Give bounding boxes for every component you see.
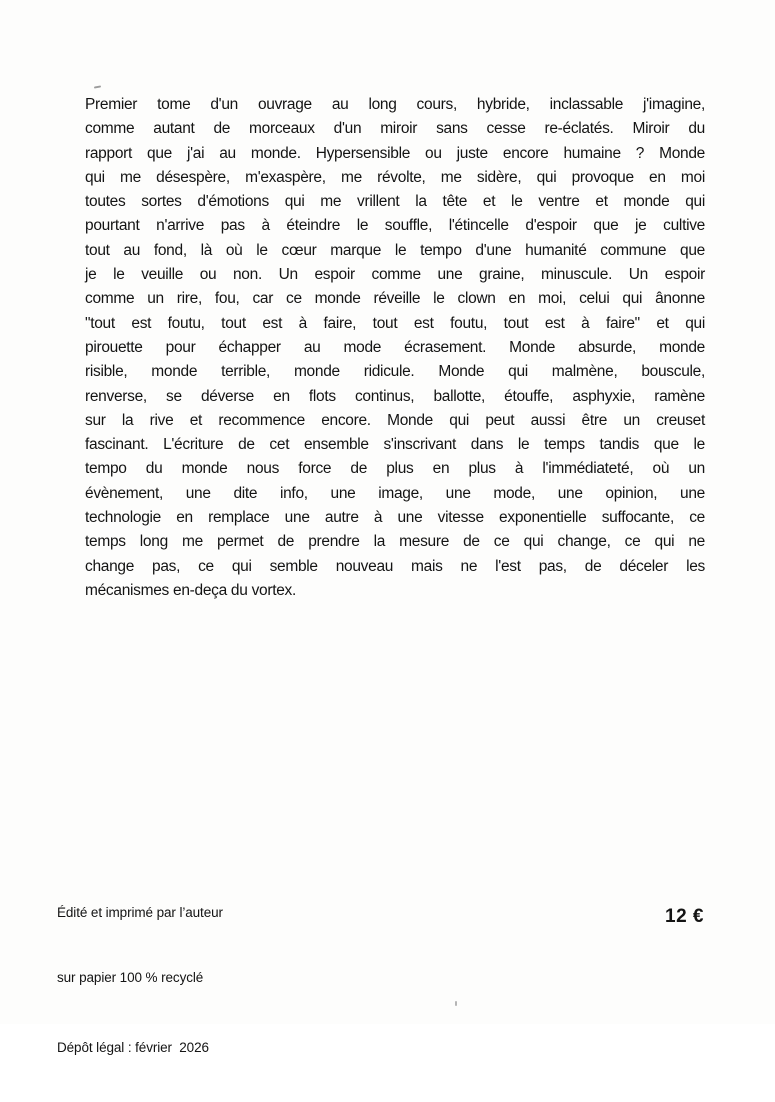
paragraph-line: "tout est foutu, tout est à faire, tout est foutu, tout est à faire" et qui — [85, 314, 705, 332]
paragraph-line: comme un rire, fou, car ce monde réveille le clown en moi, celui qui ânonne — [85, 290, 705, 308]
paragraph-line: fascinant. L'écriture de cet ensemble s'inscrivant dans le temps tandis que le — [85, 436, 705, 454]
paragraph-line: renverse, se déverse en flots continus, ballotte, étouffe, asphyxie, ramène — [85, 387, 705, 405]
paragraph-line: tempo du monde nous force de plus en plus à l'immédiateté, où un — [85, 460, 705, 478]
back-cover-paragraph — [85, 93, 705, 603]
scan-artifact-speck — [455, 1001, 457, 1006]
paragraph-line: qui me désespère, m'exaspère, me révolte, me sidère, qui provoque en moi — [85, 168, 705, 186]
price-label: 12 € — [665, 906, 704, 927]
imprint-paper-line: sur papier 100 % recyclé — [57, 969, 204, 985]
paragraph-line: sur la rive et recommence encore. Monde qui peut aussi être un creuset — [85, 411, 705, 429]
scan-artifact-mark — [94, 85, 101, 88]
paragraph-line: comme autant de morceaux d'un miroir sans cesse re-éclatés. Miroir du — [85, 120, 705, 138]
paragraph-line: toutes sortes d'émotions qui me vrillent la tête et le ventre et monde qui — [85, 193, 705, 211]
imprint-legal-deposit-line: Dépôt légal : février 2026 — [57, 1040, 209, 1055]
paragraph-line: change pas, ce qui semble nouveau mais ne l'est pas, de déceler les — [85, 557, 705, 575]
paragraph-line: rapport que j'ai au monde. Hypersensible ou juste encore humaine ? Monde — [85, 144, 705, 162]
paragraph-line: temps long me permet de prendre la mesure de ce qui change, ce qui ne — [85, 533, 705, 551]
paragraph-line: Premier tome d'un ouvrage au long cours, hybride, inclassable j'imagine, — [85, 96, 705, 113]
paragraph-line: évènement, une dite info, une image, une mode, une opinion, une — [85, 484, 705, 502]
paragraph-line: technologie en remplace une autre à une vitesse exponentielle suffocante, ce — [85, 509, 705, 527]
imprint-block — [57, 859, 223, 1102]
paragraph-line: mécanismes en-deça du vortex. — [85, 581, 296, 599]
paragraph-line: pourtant n'arrive pas à éteindre le souffle, l'étincelle d'espoir que je cultive — [85, 217, 705, 235]
paragraph-line: pirouette pour échapper au mode écrasement. Monde absurde, monde — [85, 338, 705, 356]
imprint-publisher-line: Édité et imprimé par l’auteur — [57, 905, 223, 920]
paragraph-line: tout au fond, là où le cœur marque le tempo d'une humanité commune que — [85, 241, 705, 259]
paragraph-line: risible, monde terrible, monde ridicule. Monde qui malmène, bouscule, — [85, 363, 705, 381]
paragraph-line: je le veuille ou non. Un espoir comme une graine, minuscule. Un espoir — [85, 266, 705, 284]
